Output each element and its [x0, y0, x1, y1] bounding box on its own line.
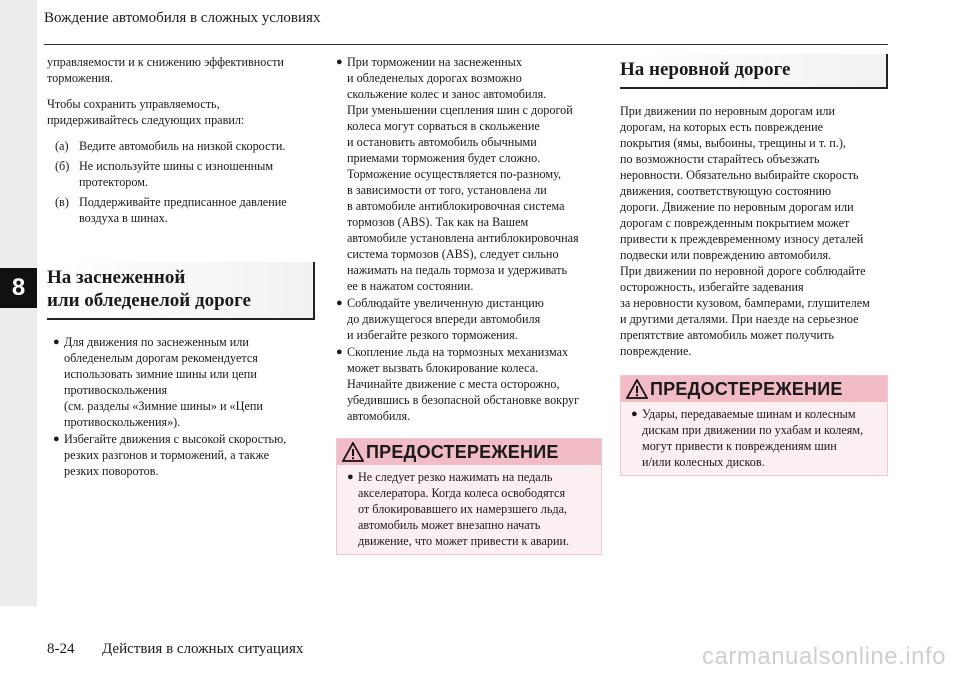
bullet-item [347, 469, 595, 549]
bullet-text: Удары, передаваемые шинам и колесным дискам при движении по ухабам и колеям, могут привести к повреждениям шин и/или колесных дисков. [642, 407, 864, 469]
bullet-item [336, 344, 602, 424]
section-title: На заснеженной или обледенелой дороге [47, 267, 251, 311]
warning-body [337, 465, 601, 554]
bullet-text: Скопление льда на тормозных механизмах может вызвать блокирование колеса. Начинайте движение с места осторожно, убедившись в безопасной обстановке вокруг автомобиля. [347, 345, 580, 423]
bullet-icon: ● [336, 297, 343, 309]
bullet-icon: ● [53, 433, 60, 445]
warning-bullets [347, 469, 595, 549]
warning-triangle-icon [342, 442, 364, 462]
section-snowy-road [47, 262, 315, 320]
bullet-text: Соблюдайте увеличенную дистанцию до движущегося впереди автомобиля и избегайте резкого торможения. [347, 296, 544, 342]
rule-marker: (в) [55, 195, 69, 209]
page-number: 8-24 [47, 641, 75, 657]
warning-triangle-icon [626, 379, 648, 399]
rule-text: Ведите автомобиль на низкой скорости. [79, 139, 286, 153]
section-rough-road [620, 54, 888, 89]
warning-title: ПРЕДОСТЕРЕЖЕНИЕ [366, 442, 559, 462]
rules-intro: Чтобы сохранить управляемость, придерживайтесь следующих правил: [47, 97, 245, 127]
bullet-icon: ● [336, 346, 343, 358]
rule-item [55, 158, 315, 190]
warning-header [621, 376, 887, 402]
bullet-text: При торможении на заснеженных и обледенелых дорогах возможно скольжение колес и занос автомобиля. При уменьшении сцепления шин с дорогой колеса могут сорваться в скольжение и остановить автомобиль обычными приемами торможения будет сложно. Торможение осуществляется по-разному, в зависимости от того, установлена ли в автомобиле антиблокировочная система тормозов (ABS). Так как на Вашем автомобиле установлена антиблокировочная система тормозов (ABS), следует сильно нажимать на педаль тормоза и удерживать ее в нажатом состоянии. [347, 55, 579, 293]
header-divider [44, 44, 888, 45]
column-3 [620, 54, 888, 476]
bullet-icon: ● [631, 408, 638, 420]
bullet-item [631, 406, 881, 470]
bullet-text: Избегайте движения с высокой скоростью, резких разгонов и торможений, а также резких поворотов. [64, 432, 287, 478]
intro-paragraph: управляемости и к снижению эффективности торможения. [47, 55, 284, 85]
warning-body [621, 402, 887, 475]
column-2 [336, 54, 602, 555]
bullet-item [53, 431, 315, 479]
running-header: Вождение автомобиля в сложных условиях [44, 10, 321, 26]
bullet-icon: ● [53, 336, 60, 348]
rough-road-paragraph: При движении по неровным дорогам или дорогам, на которых есть повреждение покрытия (ямы, выбоины, трещины и т. п.), по возможности старайтесь объезжать неровности. Обязательно выбирайте скорость движения, соответствующую состоянию дороги. Движение по неровным дорогам или дорогам с поврежденным покрытием может привести к преждевременному износу деталей подвески или повреждению автомобиля. При движении по неровной дороге соблюдайте осторожность, избегайте задевания за неровности кузовом, бамперами, глушителем и другими деталями. При наезде на серьезное препятствие автомобиль может получить повреждение. [620, 104, 870, 358]
rules-list [55, 138, 315, 226]
warning-box [620, 375, 888, 476]
bullet-text: Не следует резко нажимать на педаль акселератора. Когда колеса освободятся от блокировавшего их намерзшего льда, автомобиль может внезапно начать движение, что может привести к аварии. [358, 470, 570, 548]
column-1 [47, 54, 315, 480]
section-title: На неровной дороге [620, 59, 791, 80]
braking-bullets [336, 54, 602, 424]
bullet-item [336, 295, 602, 343]
bullet-icon: ● [347, 471, 354, 483]
watermark: carmanualsonline.info [702, 643, 946, 670]
chapter-tab: 8 [0, 268, 37, 308]
bullet-icon: ● [336, 56, 343, 68]
rule-text: Не используйте шины с изношенным протектором. [79, 159, 274, 189]
bullet-item [53, 334, 315, 430]
footer-title: Действия в сложных ситуациях [102, 641, 304, 657]
warning-box [336, 438, 602, 555]
warning-header [337, 439, 601, 465]
bullet-text: Для движения по заснеженным или обледенелым дорогам рекомендуется использовать зимние шины или цепи противоскольжения (см. разделы «Зимние шины» и «Цепи противоскольжения»). [64, 335, 263, 429]
warning-bullets [631, 406, 881, 470]
rule-item [55, 194, 315, 226]
bullet-item [336, 54, 602, 294]
snow-bullets [53, 334, 315, 479]
warning-title: ПРЕДОСТЕРЕЖЕНИЕ [650, 379, 843, 399]
rule-marker: (а) [55, 139, 69, 153]
rule-text: Поддерживайте предписанное давление воздуха в шинах. [79, 195, 287, 225]
rule-item [55, 138, 315, 154]
rule-marker: (б) [55, 159, 70, 173]
